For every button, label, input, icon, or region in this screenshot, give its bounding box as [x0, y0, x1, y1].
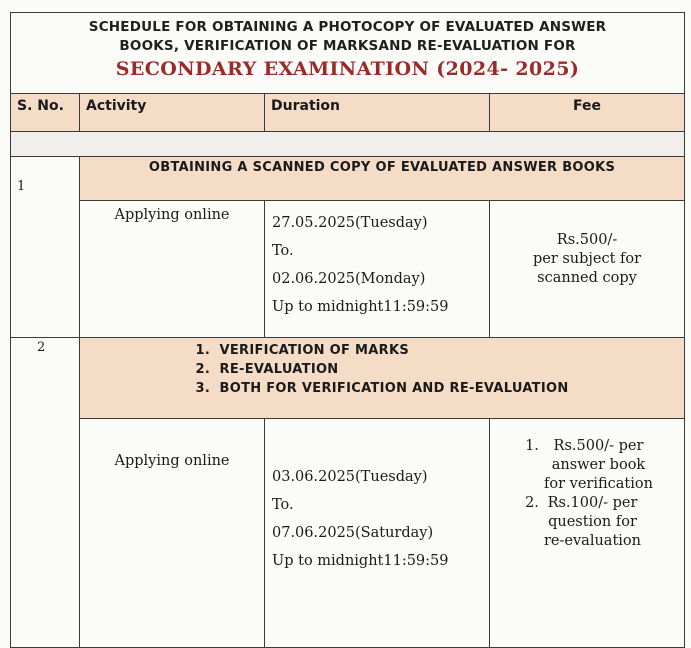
section2-duration-to: To.	[272, 497, 294, 513]
section2-fee-item-2: 2. Rs.100/- per question for re-evaluation	[525, 495, 641, 549]
header-row	[11, 94, 685, 132]
section2-heading-row	[11, 338, 685, 419]
header-fee: Fee	[490, 94, 685, 132]
section1-duration-until: 02.06.2025(Monday)	[272, 271, 426, 287]
spacer-row	[11, 132, 685, 157]
section1-activity: Applying online	[80, 201, 265, 338]
section2-activity	[80, 419, 265, 648]
title-cell	[11, 13, 685, 94]
section2-duration-until: 07.06.2025(Saturday)	[272, 525, 434, 541]
section2-fee-list	[520, 437, 684, 551]
title-line-1: SCHEDULE FOR OBTAINING A PHOTOCOPY OF EVALUATED ANSWER	[88, 19, 607, 35]
schedule-table	[10, 12, 685, 648]
section1-fee	[490, 201, 685, 338]
section2-sno-cell	[11, 338, 80, 648]
section2-item-1: 1. VERIFICATION OF MARKS	[195, 343, 409, 358]
section1-heading	[80, 157, 685, 201]
section1-fee-line1: Rs.500/-	[556, 232, 618, 248]
section2-heading	[80, 338, 685, 419]
title-row	[11, 13, 685, 94]
section1-duration	[265, 201, 490, 338]
section1-fee-line2: per subject for	[532, 251, 642, 267]
section2-duration-deadline: Up to midnight11:59:59	[272, 553, 449, 569]
section2-item-2: 2. RE-EVALUATION	[195, 362, 339, 377]
section1-detail-row	[11, 201, 685, 338]
section2-duration-from: 03.06.2025(Tuesday)	[272, 469, 428, 485]
title-main: SECONDARY EXAMINATION (2024- 2025)	[115, 58, 580, 80]
section2-detail-row	[11, 419, 685, 648]
section1-fee-line3: scanned copy	[537, 270, 637, 286]
section2-item-3: 3. BOTH FOR VERIFICATION AND RE-EVALUATION	[195, 381, 569, 396]
section2-fee-item-1: 1. Rs.500/- per answer book for verification	[525, 438, 653, 492]
title-line-2: BOOKS, VERIFICATION OF MARKSAND RE-EVALUATION FOR	[119, 38, 576, 54]
section2-sno: 2	[37, 340, 46, 355]
header-duration: Duration	[265, 94, 490, 132]
section1-sno-cell	[11, 157, 80, 338]
section2-fee	[490, 419, 685, 648]
section2-heading-list	[196, 341, 569, 398]
header-sno: S. No.	[11, 94, 80, 132]
section1-sno: 1	[17, 179, 26, 194]
section1-duration-to: To.	[272, 243, 294, 259]
section2-activity-text: Applying online	[114, 453, 230, 469]
section1-heading-text: OBTAINING A SCANNED COPY OF EVALUATED ANSWER BOOKS	[148, 160, 616, 175]
section1-heading-row	[11, 157, 685, 201]
spacer-cell	[11, 132, 685, 157]
section1-duration-deadline: Up to midnight11:59:59	[272, 299, 449, 315]
header-activity: Activity	[80, 94, 265, 132]
section2-duration	[265, 419, 490, 648]
section1-duration-from: 27.05.2025(Tuesday)	[272, 215, 428, 231]
